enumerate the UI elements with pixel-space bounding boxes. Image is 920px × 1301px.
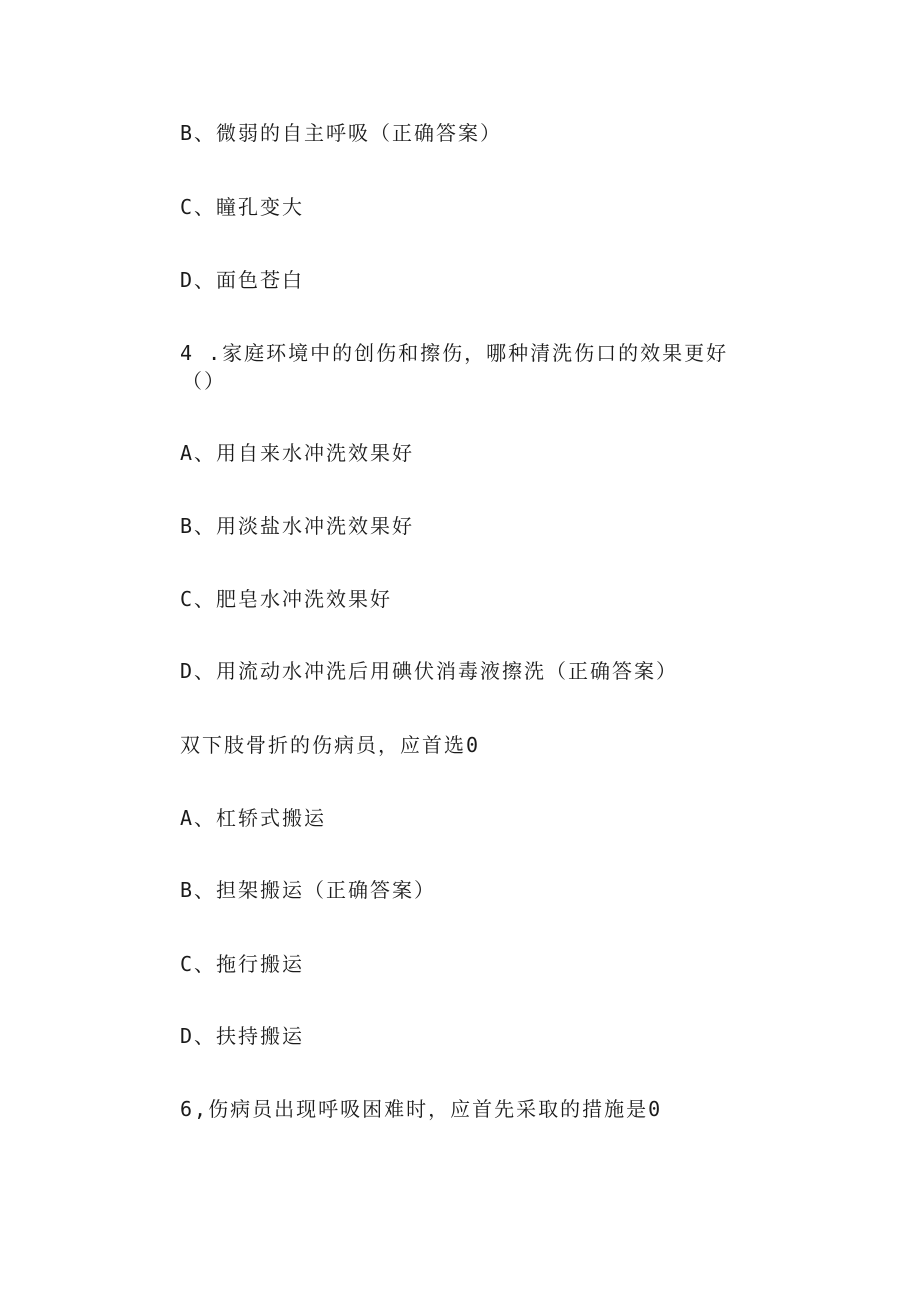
q4-option-d: D、用流动水冲洗后用碘伏消毒液擦洗（正确答案） [180,659,679,683]
q5-option-d: D、扶持搬运 [180,1024,305,1048]
q4-option-b: B、用淡盐水冲洗效果好 [180,514,415,538]
q5-question: 双下肢骨折的伤病员，应首选0 [180,733,481,757]
q3-option-c: C、瞳孔变大 [180,195,305,219]
q5-option-a: A、杠轿式搬运 [180,806,327,830]
q6-question: 6,伤病员出现呼吸困难时，应首先采取的措施是0 [180,1097,663,1121]
q4-question: 4 .家庭环境中的创伤和擦伤，哪种清洗伤口的效果更好 [180,341,729,365]
q3-option-d: D、面色苍白 [180,268,305,292]
q5-option-c: C、拖行搬运 [180,952,305,976]
q3-option-b: B、微弱的自主呼吸（正确答案） [180,121,503,145]
q4-option-a: A、用自来水冲洗效果好 [180,441,415,465]
q4-option-c: C、肥皂水冲洗效果好 [180,587,393,611]
q4-question-blank: （） [182,369,226,393]
q5-option-b: B、担架搬运（正确答案） [180,878,437,902]
